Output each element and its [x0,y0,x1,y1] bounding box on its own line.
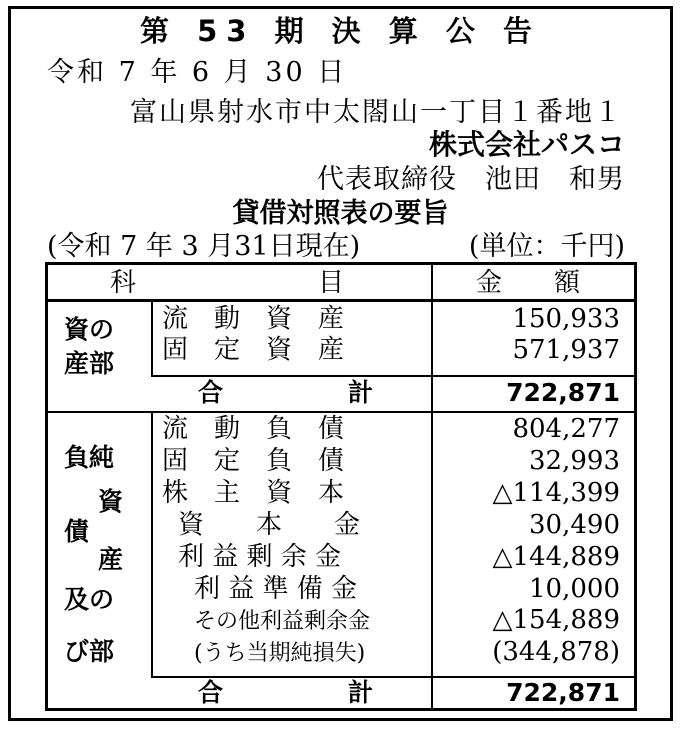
notice-title: 第 53 期 決 算 公 告 [140,14,541,48]
notice-date: 令和 7 年 6 月 30 日 [47,57,348,88]
representative: 代表取締役 池田 和男 [317,164,625,195]
liab-row-label: (うち当期純損失) [194,641,366,666]
liab-section-label-4: 産 [98,545,124,574]
header-divider [48,299,634,302]
liab-total-value: 722,871 [506,678,620,707]
assets-total-label: 合 計 [198,378,374,407]
company-name: 株式会社パスコ [428,128,625,161]
unit-label: (単位：千円) [468,231,625,262]
asset-row-value: 571,937 [512,335,620,365]
assets-section-divider [151,302,153,377]
liab-row-label: 利 益 剰 余 金 [178,542,342,572]
amount-col-divider [431,265,433,708]
assets-section-label-2: 産部 [64,349,115,378]
section-divider [48,411,634,413]
liab-row-value: △154,889 [492,605,620,635]
assets-total-divider [151,375,634,377]
liab-section-divider [151,413,153,678]
asset-row-label: 固 定 資 産 [162,335,345,365]
header-kamoku: 科 目 [110,268,345,298]
header-kingaku: 金 額 [476,268,581,298]
liab-section-label-1: 負純 [64,443,115,472]
liab-section-label-5: 及の [64,585,115,614]
asset-row-label: 流 動 資 産 [162,304,345,334]
liab-row-label: 流 動 負 債 [162,414,345,444]
statement-title: 貸借対照表の要旨 [232,198,449,229]
liab-row-value: (344,878) [492,637,620,667]
liab-row-value: △144,889 [492,542,620,572]
liab-row-label: その他利益剰余金 [194,609,371,634]
liab-row-value: 32,993 [529,446,620,476]
liab-row-label: 固 定 負 債 [162,446,345,476]
liab-section-label-6: び部 [64,637,115,666]
assets-section-label-1: 資の [64,315,115,344]
liab-row-label: 利 益 準 備 金 [194,574,358,604]
liab-row-value: 10,000 [529,574,620,604]
liab-row-value: △114,399 [492,478,620,508]
liab-row-value: 804,277 [512,414,620,444]
asset-row-value: 150,933 [512,304,620,334]
company-address: 富山県射水市中太閤山一丁目１番地１ [130,97,623,128]
liab-row-value: 30,490 [529,510,620,540]
period-label: (令和 7 年 3 月31日現在) [47,231,361,262]
liab-row-label: 資 本 金 [178,510,361,540]
liab-row-label: 株 主 資 本 [162,478,345,508]
assets-total-value: 722,871 [506,378,620,407]
liab-section-label-3: 債 [64,517,90,546]
balance-sheet-table [45,262,637,711]
liab-total-label: 合 計 [198,678,374,707]
liab-section-label-2: 資 [98,487,124,516]
